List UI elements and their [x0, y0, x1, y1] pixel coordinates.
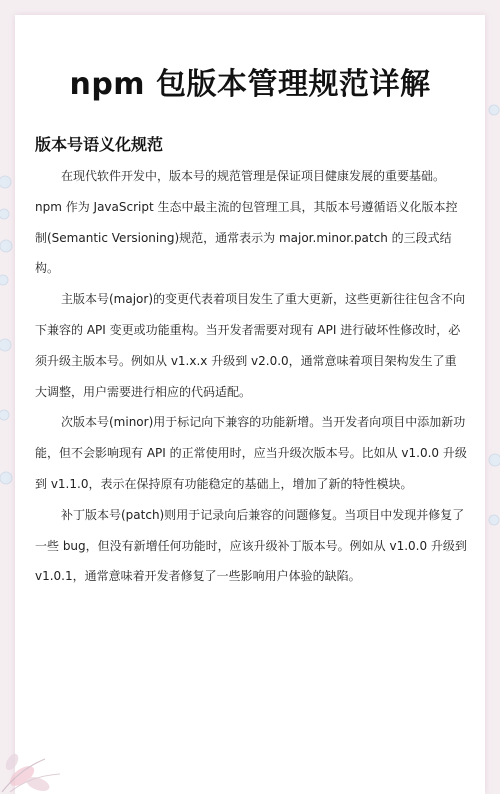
- page-title: npm 包版本管理规范详解: [69, 67, 431, 102]
- paragraph: 补丁版本号(patch)则用于记录向后兼容的问题修复。当项目中发现并修复了一些 bug，但没有新增任何功能时，应该升级补丁版本号。例如从 v1.0.0 升级到 v1.0.1，通常意味着开发者修复了一些影响用户体验的缺陷。: [35, 507, 467, 584]
- paragraph: 主版本号(major)的变更代表着项目发生了重大更新，这些更新往往包含不向下兼容的 API 变更或功能重构。当开发者需要对现有 API 进行破坏性修改时，必须升级主版本号。例如从 v1.x.x 升级到 v2.0.0，通常意味着项目架构发生了重大调整，用户需要进行相应的代码适配。: [35, 292, 466, 399]
- paragraph: 次版本号(minor)用于标记向下兼容的功能新增。当开发者向项目中添加新功能，但不会影响现有 API 的正常使用时，应当升级次版本号。比如从 v1.0.0 升级到 v1.1.0，表示在保持原有功能稳定的基础上，增加了新的特性模块。: [35, 415, 467, 491]
- article-body: [35, 161, 467, 592]
- floral-corner-decoration: [0, 714, 90, 794]
- paragraph: 在现代软件开发中，版本号的规范管理是保证项目健康发展的重要基础。npm 作为 JavaScript 生态中最主流的包管理工具，其版本号遵循语义化版本控制(Semantic Versioning)规范，通常表示为 major.minor.patch 的三段式结构。: [35, 169, 458, 276]
- document-page: [15, 15, 485, 794]
- section-heading: 版本号语义化规范: [35, 135, 164, 154]
